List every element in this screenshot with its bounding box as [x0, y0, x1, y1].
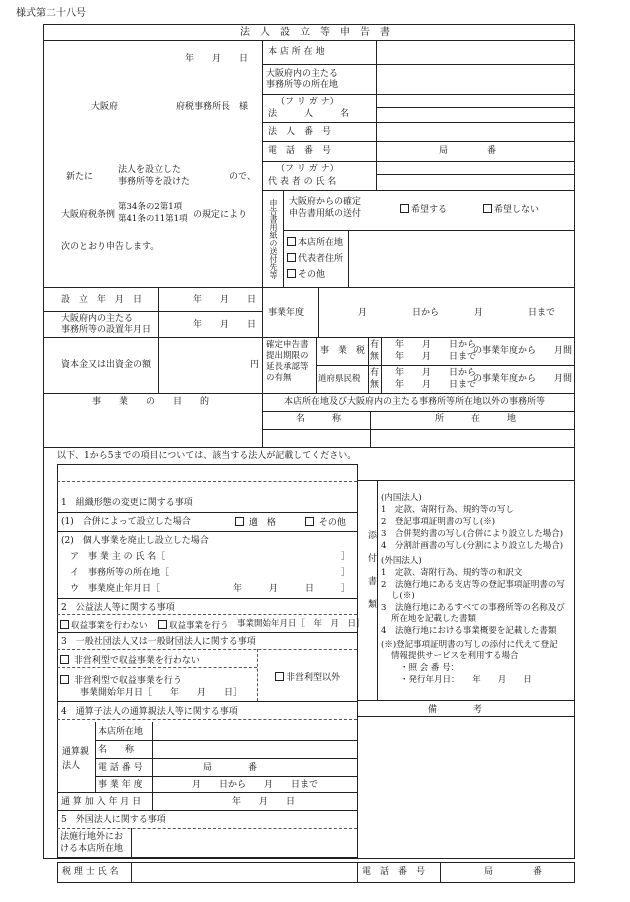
tax-accountant-label: 税 理 士 氏 名: [62, 867, 119, 877]
est-date-value[interactable]: 年 月 日: [193, 295, 257, 305]
attach-foreign: (外国法人): [381, 556, 422, 566]
np-profit-start[interactable]: 事業開始年月日［ 年 月 日］: [80, 688, 243, 698]
sec3-title: 3 一般社団法人又は一般財団法人に関する事項: [61, 637, 256, 647]
option-other[interactable]: その他: [287, 269, 325, 280]
rep-furigana-label: （フ リ ガ ナ）: [276, 164, 339, 174]
sec4-title: 4 通算子法人の通算親法人等に関する事項: [61, 707, 238, 717]
biz-tax-from[interactable]: 年 月 日から: [395, 340, 477, 350]
main-set-label-2: 事務所等の設置年月日: [61, 325, 152, 335]
merger-qualified[interactable]: 適 格: [235, 517, 276, 528]
attach-note-4[interactable]: ・発行年月日： 年 月 日: [400, 675, 532, 685]
attach-d1: 1 定款、寄附行為、規約等の写し: [381, 505, 514, 515]
sec2-title: 2 公益法人等に関する事項: [61, 603, 175, 613]
attach-f2b: し(※): [391, 591, 415, 601]
attach-f4: 4 法施行地における事業概要を記載した書類: [381, 626, 557, 636]
biz-tax-has[interactable]: 有: [370, 340, 380, 350]
option-rep[interactable]: 代表者住所: [287, 253, 343, 264]
rep-checkbox[interactable]: [287, 253, 296, 262]
sec5-label-1: 法施行地外にお: [60, 832, 124, 842]
join-date-value[interactable]: 年 月 日: [232, 797, 296, 807]
phone-label: 電 話 番 号: [268, 146, 332, 156]
filing-date[interactable]: 年 月 日: [185, 54, 249, 64]
attach-domestic: (内国法人): [381, 493, 422, 503]
sec1-a-close: ］: [341, 552, 351, 562]
hq-checkbox[interactable]: [287, 237, 296, 246]
attach-f2a: 2 法施行地にある支店等の登記事項証明書の写: [381, 580, 565, 590]
attach-d4: 4 分割計画書の写し(分割により設立した場合): [381, 541, 564, 551]
rep-name-label: 代 表 者 の 氏 名: [268, 177, 337, 187]
pref-tax-has[interactable]: 有: [370, 368, 380, 378]
fiscal-year-from[interactable]: 月 日から: [358, 308, 440, 318]
fiscal-year-to[interactable]: 月 日まで: [474, 308, 556, 318]
option-hq[interactable]: 本店所在地: [287, 237, 343, 248]
main-office-label-2: 事務所等の所在地: [266, 80, 339, 90]
attach-f1: 1 定款、寄附行為、規約等の和訳文: [381, 568, 523, 578]
extension-label-2: 提出期限の: [266, 351, 309, 361]
capital-label: 資本金又は出資金の額: [61, 360, 152, 370]
delivery-vertical-label: 申告書用紙の送付先等: [269, 199, 278, 279]
attach-label: 添付書類: [366, 530, 376, 622]
furigana-label: （フ リ ガ ナ）: [276, 97, 339, 107]
merger-other[interactable]: その他: [305, 517, 346, 528]
sec1-u-date[interactable]: 年 月 日: [233, 584, 315, 594]
reason-suffix: ので、: [229, 172, 256, 182]
hq-address-label: 本 店 所 在 地: [268, 47, 325, 57]
main-set-label-1: 大阪府内の主たる: [61, 314, 134, 324]
capital-yen: 円: [250, 360, 260, 370]
np-profit-option[interactable]: 非営利型で収益事業を行う: [60, 675, 182, 686]
other-checkbox[interactable]: [287, 269, 296, 278]
pref-tax-months[interactable]: の事業年度から 月間: [473, 374, 573, 384]
extension-label-4: の有無: [266, 373, 292, 383]
non-np-option[interactable]: 非営利型以外: [275, 672, 340, 683]
attach-note-2: 情報提供サービスを利用する場合: [391, 651, 519, 661]
purpose-label: 事 業 の 目 的: [92, 397, 210, 407]
sec5-label-2: ける本店所在地: [60, 844, 124, 854]
profit-start-date[interactable]: 事業開始年月日［ 年 月 日］: [237, 619, 365, 629]
sec1-a[interactable]: ア 事 業 主 の 氏 名［: [70, 552, 166, 562]
ordinance-label: 大阪府税条例: [61, 210, 116, 220]
no-profit-checkbox[interactable]: [60, 620, 69, 629]
reason-office-set: 事務所等を設けた: [118, 177, 191, 187]
not-want-checkbox[interactable]: [483, 204, 492, 213]
attach-f3b: 所在地を記載した書類: [391, 614, 477, 624]
fiscal-year-label: 事業年度: [268, 308, 305, 318]
sec1-i[interactable]: イ 事務所等の所在地［: [70, 568, 170, 578]
parent-phone-label: 電 話 番 号: [98, 763, 143, 773]
office-head-label: 府税事務所長 様: [176, 102, 249, 112]
sec1-item2: (2) 個人事業を廃止し設立した場合: [61, 536, 209, 546]
prefecture-label: 大阪府: [91, 102, 119, 112]
join-date-label: 通 算 加 入 年 月 日: [61, 797, 142, 807]
np-no-profit-checkbox[interactable]: [60, 655, 69, 664]
reason-established: 法人を設立した: [118, 165, 182, 175]
attach-note-1: (※)登記事項証明書の写しの添付に代えて登記: [381, 640, 558, 650]
parent-fy-value[interactable]: 月 日から 月 日まで: [192, 780, 319, 790]
extension-label-1: 確定申告書: [266, 340, 309, 350]
want-checkbox[interactable]: [400, 204, 409, 213]
sec1-u-close: ］: [341, 584, 351, 594]
no-profit-option[interactable]: 収益事業を行わない: [60, 620, 148, 632]
instructions: 以下、1から5までの項目については、該当する法人が記載してください。: [57, 451, 357, 461]
option-want[interactable]: 希望する: [400, 204, 447, 215]
col-address-header: 所 在 地: [435, 414, 517, 424]
profit-checkbox[interactable]: [158, 620, 167, 629]
biz-tax-label: 事 業 税: [320, 346, 366, 356]
profit-option[interactable]: 収益事業を行う: [158, 620, 229, 632]
other-offices-label: 本店所在地及び大阪府内の主たる事務所等所在地以外の事務所等: [284, 397, 546, 407]
option-not-want[interactable]: 希望しない: [483, 204, 539, 215]
sec1-u[interactable]: ウ 事業廃止年月日［: [70, 584, 161, 594]
col-name-header: 名 称: [296, 414, 342, 424]
sec1-title: 1 組織形態の変更に関する事項: [61, 498, 193, 508]
footer-phone-label: 電 話 番 号: [362, 867, 426, 877]
form-number: 様式第二十八号: [16, 8, 86, 19]
biz-tax-to[interactable]: 年 月 日まで: [395, 352, 477, 362]
article-2: 第41条の11第1項: [118, 214, 188, 224]
sec5-title: 5 外国法人に関する事項: [61, 815, 166, 825]
np-profit-checkbox[interactable]: [60, 675, 69, 684]
footer-station: 局: [484, 867, 494, 877]
article-1: 第34条の2第1項: [118, 202, 183, 212]
pref-tax-none[interactable]: 無: [370, 380, 380, 390]
parent-hq-label: 本店所在地: [98, 727, 144, 737]
closing-text: 次のとおり申告します。: [61, 242, 160, 252]
corp-number-label: 法 人 番 号: [268, 127, 332, 137]
attach-d3: 3 合併契約書の写し(合併により設立した場合): [381, 529, 564, 539]
parent-fy-label: 事 業 年 度: [98, 780, 143, 790]
sec1-i-close: ］: [341, 568, 351, 578]
confirm-label-1: 大阪府からの確定: [289, 197, 362, 207]
non-np-checkbox[interactable]: [275, 672, 284, 681]
qualified-checkbox[interactable]: [235, 517, 244, 526]
sec1-item1: (1) 合併によって設立した場合: [61, 517, 191, 527]
new-prefix: 新たに: [66, 172, 94, 182]
pref-tax-to[interactable]: 年 月 日まで: [395, 380, 477, 390]
biz-tax-months[interactable]: の事業年度から 月間: [473, 346, 573, 356]
parent-name-label: 名 称: [98, 745, 135, 755]
phone-station: 局: [439, 146, 449, 156]
ordinance-suffix: の規定により: [193, 210, 248, 220]
main-set-value[interactable]: 年 月 日: [193, 320, 257, 330]
attach-d2: 2 登記事項証明書の写し(※): [381, 517, 496, 527]
footer-number: 番: [533, 867, 543, 877]
parent-phone-value[interactable]: 局 番: [203, 763, 258, 773]
phone-number-suffix: 番: [487, 146, 497, 156]
biz-tax-none[interactable]: 無: [370, 352, 380, 362]
np-no-profit-option[interactable]: 非営利型で収益事業を行わない: [60, 655, 200, 666]
pref-tax-from[interactable]: 年 月 日から: [395, 368, 477, 378]
main-office-label-1: 大阪府内の主たる: [266, 69, 339, 79]
form-title: 法 人 設 立 等 申 告 書: [240, 27, 390, 38]
other-merger-checkbox[interactable]: [305, 517, 314, 526]
confirm-label-2: 申告書用紙の送付: [289, 209, 362, 219]
pref-tax-label: 道府県民税: [318, 374, 361, 384]
remarks-label: 備 考: [428, 705, 483, 715]
attach-note-3[interactable]: ・照 会 番 号：: [400, 663, 460, 673]
corp-name-label: 法 人 名: [268, 109, 350, 119]
est-date-label: 設 立 年 月 日: [61, 295, 143, 305]
attach-f3a: 3 法施行地にあるすべての事務所等の名称及び: [381, 603, 565, 613]
parent-label: 通算親法人: [62, 747, 90, 771]
extension-label-3: 延長承認等: [266, 362, 309, 372]
